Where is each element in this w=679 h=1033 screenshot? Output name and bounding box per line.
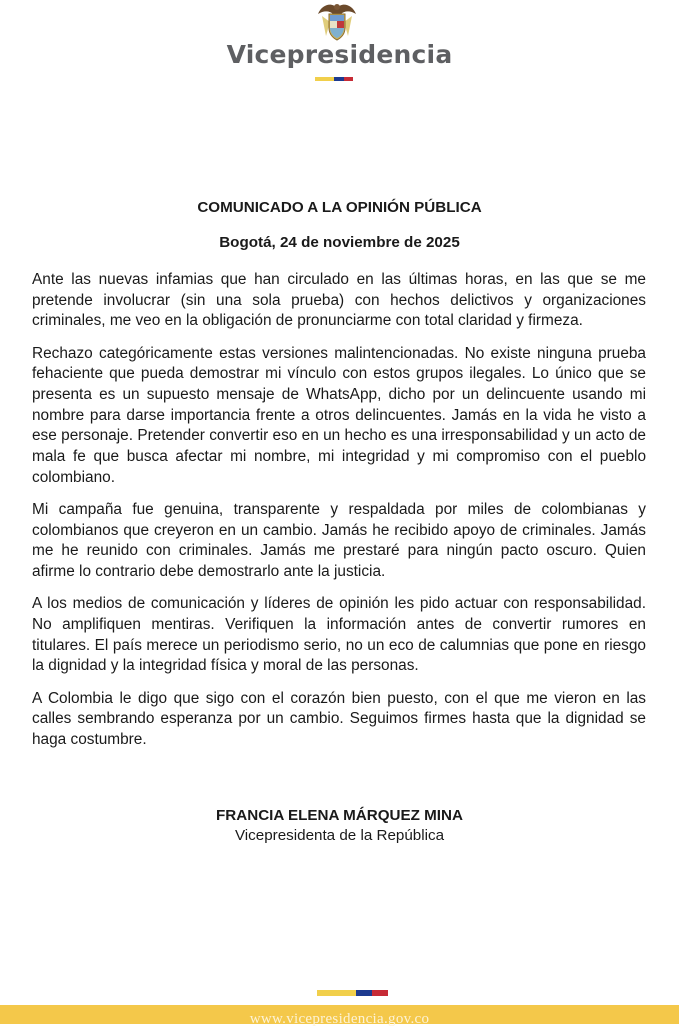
document-body — [32, 270, 646, 762]
flag-stripe-yellow — [317, 990, 356, 996]
footer-flag-bar — [317, 990, 388, 996]
brand-wordmark: Vicepresidencia — [226, 40, 453, 69]
flag-stripe-blue — [334, 77, 344, 81]
flag-color-bar — [315, 77, 353, 81]
footer-website-link[interactable]: www.vicepresidencia.gov.co — [249, 1011, 430, 1027]
document-title: COMUNICADO A LA OPINIÓN PÚBLICA — [197, 199, 482, 216]
paragraph: A Colombia le digo que sigo con el corazón bien puesto, con el que me vieron en las calles sembrando esperanza por un cambio. Seguimos firmes hasta que la dignidad se haga costumbre. — [32, 689, 646, 749]
paragraph: Ante las nuevas infamias que han circulado en las últimas horas, en las que se me pretende involucrar (sin una sola prueba) con hechos delictivos y organizaciones criminales, me veo en la obligación de pronunciarme con total claridad y firmeza. — [32, 271, 646, 330]
flag-stripe-yellow — [315, 77, 334, 81]
letterhead — [0, 0, 679, 90]
flag-stripe-red — [344, 77, 354, 81]
document-date: Bogotá, 24 de noviembre de 2025 — [219, 234, 460, 251]
paragraph: Mi campaña fue genuina, transparente y respaldada por miles de colombianas y colombianos que creyeron en un cambio. Jamás he recibido apoyo de criminales. Jamás me he reunido con criminales. Jamás me prestaré para ningún pacto oscuro. Quien afirme lo contrario debe demostrarlo ante la justicia. — [32, 501, 646, 581]
footer-band — [0, 1005, 679, 1027]
signatory-name: FRANCIA ELENA MÁRQUEZ MINA — [216, 807, 463, 824]
paragraph: Rechazo categóricamente estas versiones malintencionadas. No existe ninguna prueba fehaciente que pueda demostrar mi vínculo con estos grupos ilegales. Lo único que se presenta es un supuesto mensaje de WhatsApp, dicho por un delincuente usando mi nombre para darse importancia frente a otros delincuentes. Jamás en la vida he visto a ese personaje. Pretender convertir eso en un hecho es una irresponsabilidad y un acto de mala fe que busca afectar mi nombre, mi integridad y mi compromiso con el pueblo colombiano. — [32, 344, 646, 486]
signatory-role: Vicepresidenta de la República — [234, 827, 445, 844]
paragraph: A los medios de comunicación y líderes de opinión les pido actuar con responsabilidad. No amplifiquen mentiras. Verifiquen la información antes de convertir rumores en titulares. El país merece un periodismo serio, no un eco de calumnias que pone en riesgo la dignidad y la integridad física y moral de las personas. — [32, 595, 646, 675]
flag-stripe-blue — [356, 990, 372, 996]
flag-stripe-red — [372, 990, 388, 996]
signature-block — [0, 806, 679, 846]
coat-of-arms-icon — [314, 2, 360, 42]
